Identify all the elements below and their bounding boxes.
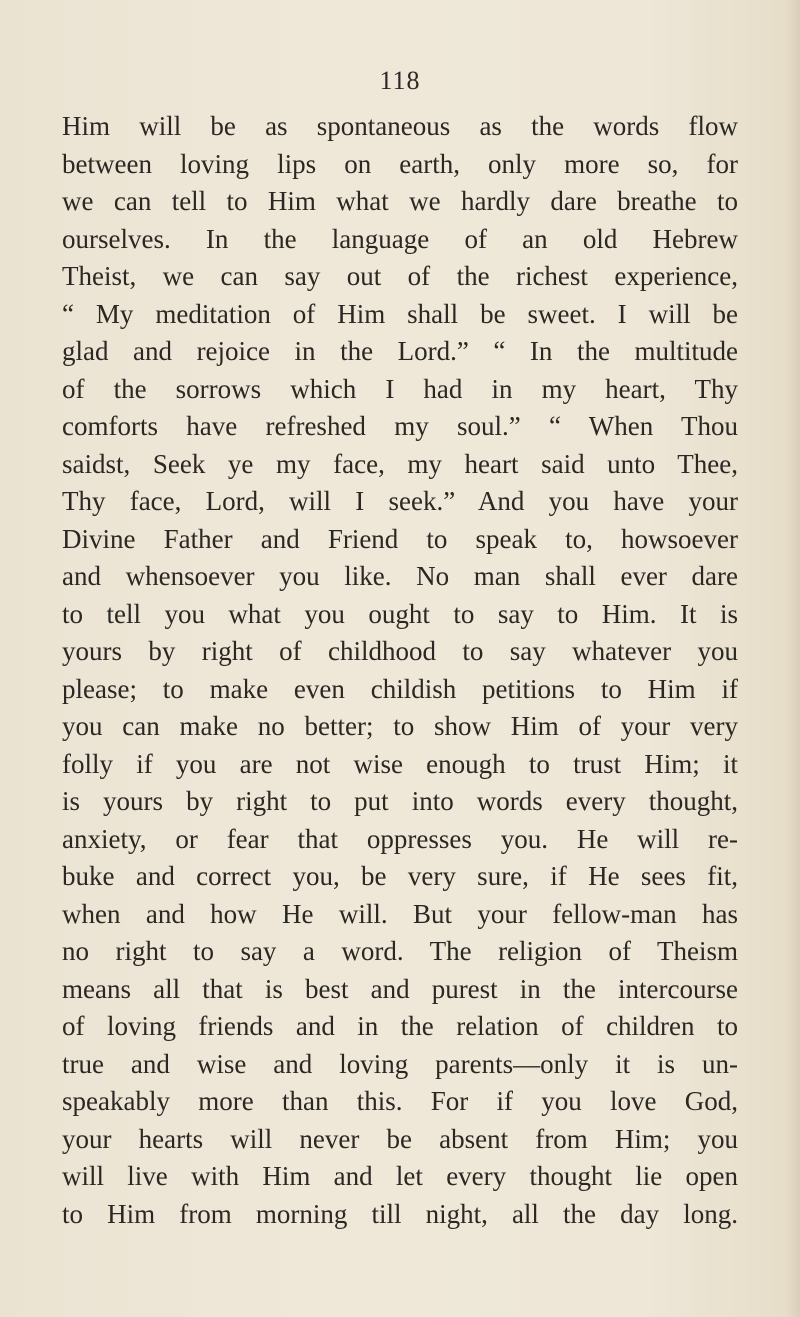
text-line: Him will be as spontaneous as the words flow: [62, 111, 738, 141]
text-line: your hearts will never be absent from Him; you: [62, 1123, 738, 1154]
text-line: comforts have refreshed my soul.” “ When Thou: [62, 411, 738, 441]
text-line: no right to say a word. The religion of Theism: [62, 936, 738, 966]
text-line: will live with Him and let every thought lie open: [62, 1161, 738, 1191]
text-line: to Him from morning till night, all the day long.: [62, 1198, 738, 1229]
text-line: speakably more than this. For if you love God,: [62, 1086, 738, 1116]
text-line: is yours by right to put into words every thought,: [62, 786, 738, 816]
text-line: Theist, we can say out of the richest experience,: [62, 261, 738, 291]
text-line: you can make no better; to show Him of your very: [62, 711, 738, 741]
text-line: we can tell to Him what we hardly dare breathe to: [62, 186, 738, 216]
text-line: of loving friends and in the relation of children to: [62, 1011, 738, 1041]
text-line: glad and rejoice in the Lord.” “ In the multitude: [62, 336, 738, 366]
text-line: true and wise and loving parents—only it is un-: [62, 1048, 738, 1079]
text-line: “ My meditation of Him shall be sweet. I will be: [62, 298, 738, 329]
text-line: means all that is best and purest in the intercourse: [62, 973, 738, 1004]
text-line: and whensoever you like. No man shall ever dare: [62, 561, 738, 591]
text-line: when and how He will. But your fellow-man has: [62, 898, 738, 929]
text-line: buke and correct you, be very sure, if He sees fit,: [62, 861, 738, 891]
text-line: folly if you are not wise enough to trust Him; it: [62, 748, 738, 779]
text-line: anxiety, or fear that oppresses you. He will re-: [62, 823, 738, 854]
page-number: 118: [379, 66, 421, 95]
text-line: of the sorrows which I had in my heart, Thy: [62, 373, 738, 404]
text-line: saidst, Seek ye my face, my heart said unto Thee,: [62, 448, 738, 479]
text-line: please; to make even childish petitions to Him if: [62, 673, 738, 704]
page-edge-shadow: [786, 0, 800, 1317]
text-line: Divine Father and Friend to speak to, howsoever: [62, 523, 738, 554]
text-line: between loving lips on earth, only more so, for: [62, 148, 738, 179]
text-line: ourselves. In the language of an old Hebrew: [62, 223, 738, 254]
body-text: [62, 108, 738, 1233]
text-line: to tell you what you ought to say to Him. It is: [62, 598, 738, 629]
text-line: yours by right of childhood to say whatever you: [62, 636, 738, 666]
text-line: Thy face, Lord, will I seek.” And you have your: [62, 486, 738, 516]
